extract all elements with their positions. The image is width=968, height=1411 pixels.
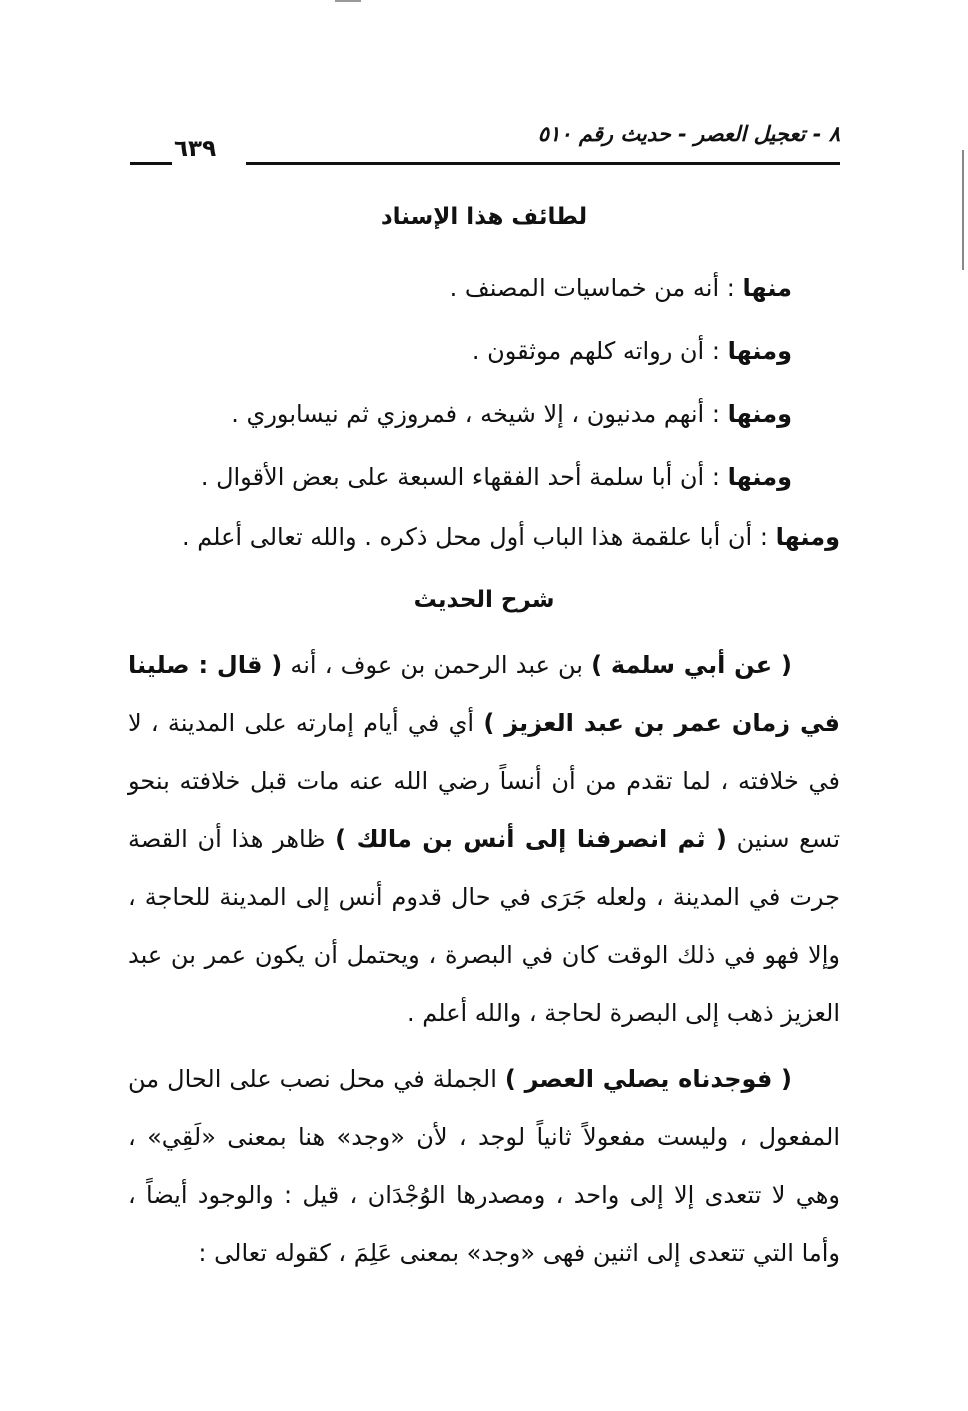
section-heading-sharh: شرح الحديث (413, 587, 555, 613)
scan-edge-mark (962, 150, 964, 270)
running-header-title: ٨ - تعجيل العصر - حديث رقم ٥١٠ (537, 122, 840, 146)
benefit-item (128, 257, 792, 320)
benefit-item (128, 509, 840, 566)
commentary-text: أي في أيام إمارته على المدينة ، لا في خلافته ، لما تقدم من أن أنساً رضي الله عنه مات قبل خلافته بنحو تسع سنين (128, 709, 841, 853)
benefit-lead: ومنها (775, 523, 840, 551)
benefit-lead: ومنها (727, 400, 792, 428)
isnad-benefits-list (128, 257, 840, 566)
hadith-quote: ( عن أبي سلمة ) (591, 651, 792, 679)
benefit-item (128, 320, 792, 383)
commentary-text: بن عبد الرحمن بن عوف ، أنه (282, 651, 592, 679)
benefit-lead: منها (742, 274, 792, 302)
benefit-text: : أنه من خماسيات المصنف . (449, 274, 743, 302)
benefit-item (128, 383, 792, 446)
commentary-text: الجملة في محل نصب على الحال من المفعول ، وليست مفعولاً ثانياً لوجد ، لأن «وجد» هنا بمعنى «لَقِي» ، وهي لا تتعدى إلا إلى واحد ، ومصدرها الوُجْدَان ، قيل : والوجود أيضاً ، وأما التي تتعدى إلى اثنين فهى «وجد» بمعنى عَلِمَ ، كقوله تعالى : (128, 1065, 840, 1267)
hadith-quote: ( فوجدناه يصلي العصر ) (504, 1065, 792, 1093)
benefit-text: : أنهم مدنيون ، إلا شيخه ، فمروزي ثم نيسابوري . (231, 400, 728, 428)
benefit-text: : أن أبا سلمة أحد الفقهاء السبعة على بعض الأقوال . (200, 463, 728, 491)
page-content (128, 195, 840, 1282)
benefit-lead: ومنها (727, 463, 792, 491)
commentary-paragraph (128, 636, 840, 1042)
benefit-text: : أن رواته كلهم موثقون . (471, 337, 728, 365)
commentary-paragraph (128, 1050, 840, 1282)
benefit-text: : أن أبا علقمة هذا الباب أول محل ذكره . والله تعالى أعلم . (181, 523, 776, 551)
header-rule (246, 162, 840, 165)
benefit-lead: ومنها (727, 337, 792, 365)
page-number-dash (130, 162, 172, 165)
section-heading-isnad: لطائف هذا الإسناد (380, 204, 588, 230)
scan-mark (335, 0, 361, 2)
running-header (128, 122, 840, 168)
commentary-text: ظاهر هذا أن القصة جرت في المدينة ، ولعله جَرَى في حال قدوم أنس إلى المدينة للحاجة ، وإلا فهو في ذلك الوقت كان في البصرة ، ويحتمل أن يكون عمر بن عبد العزيز ذهب إلى البصرة لحاجة ، والله أعلم . (128, 825, 840, 1027)
benefit-item (128, 446, 792, 509)
hadith-quote: ( ثم انصرفنا إلى أنس بن مالك ) (335, 825, 727, 853)
hadith-quote: ( قال : صلينا في زمان عمر بن عبد العزيز ) (128, 651, 840, 737)
page-number: ٦٣٩ (174, 136, 217, 162)
